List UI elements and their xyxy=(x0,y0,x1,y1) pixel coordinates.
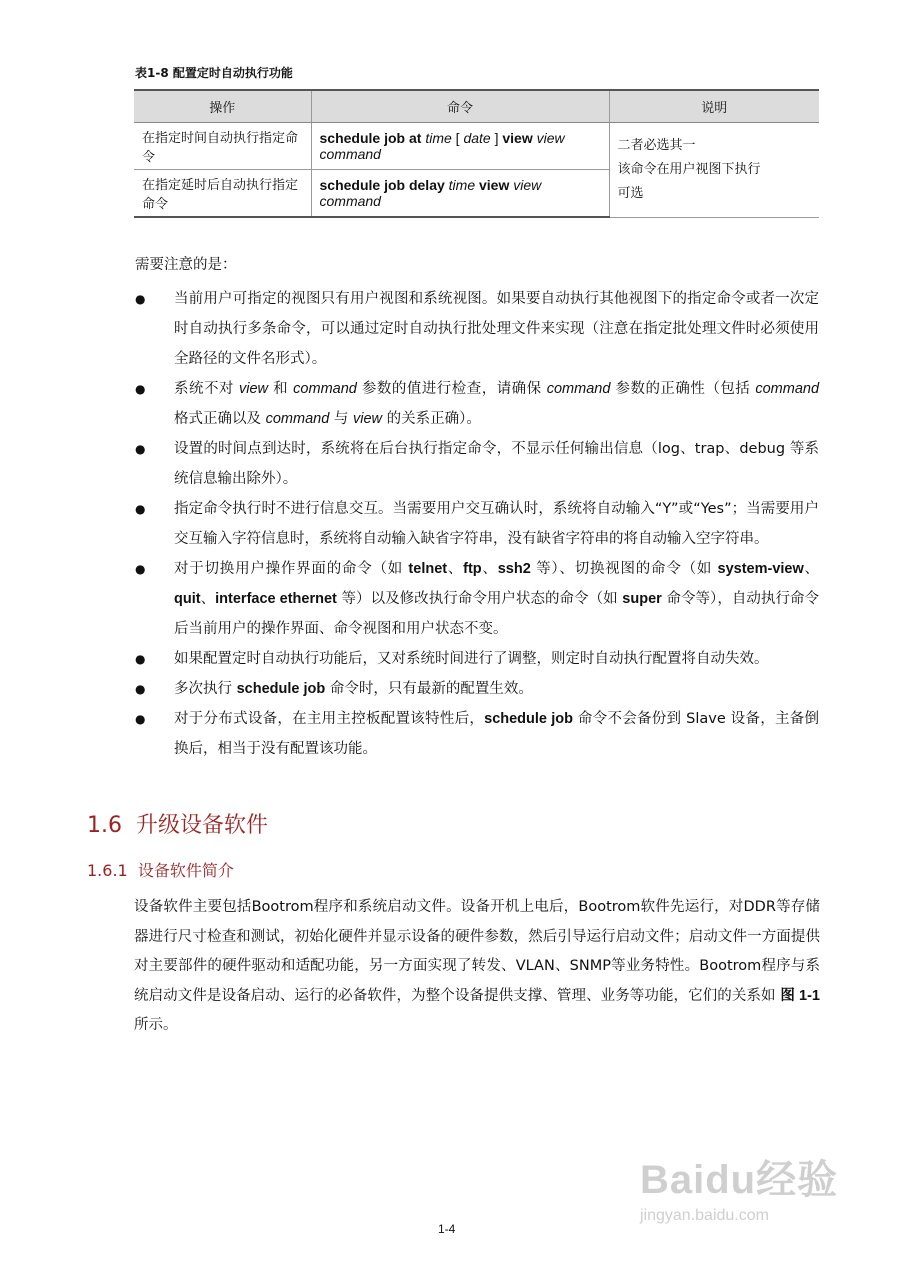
bullet-icon: ● xyxy=(135,502,146,516)
list-item-text xyxy=(174,651,769,667)
text-segment: 命令不会备份到 Slave 设备，主备倒换后，相当于没有配置该功能。 xyxy=(174,711,819,757)
list-item-text xyxy=(174,711,819,757)
text-segment: 对于切换用户操作界面的命令（如 xyxy=(174,561,409,577)
baidu-watermark xyxy=(640,1148,840,1258)
text-segment: 与 xyxy=(329,411,353,427)
text-segment: view command xyxy=(319,177,542,209)
text-segment: view xyxy=(475,177,514,193)
text-segment: schedule job at xyxy=(319,130,426,146)
text-segment: command xyxy=(265,411,330,427)
text-segment: 设备软件主要包括Bootrom程序和系统启动文件。设备开机上电后，Bootrom软件先运行，对DDR等存储器进行尺寸检查和测试，初始化硬件并显示设备的硬件参数，然后引导运行启动文件；启动文件一方面提供对主要部件的硬件驱动和适配功能，另一方面实现了转发、VLAN、SNMP等业务特性。Bootrom程序与系统启动文件是设备启动、运行的必备软件，为整个设备提供支撑、管理、业务等功能，它们的关系如 xyxy=(134,899,820,1004)
text-segment: command xyxy=(546,381,611,397)
text-segment: 、 xyxy=(200,591,216,607)
config-table xyxy=(134,89,819,218)
text-segment: 所示。 xyxy=(134,1017,178,1033)
subsection-heading xyxy=(87,858,234,881)
text-segment: 、 xyxy=(447,561,464,577)
header-operation: 操作 xyxy=(134,90,311,123)
section-heading xyxy=(87,808,268,839)
text-segment: 命令等），自动执行命令后当前用户的操作界面、命令视图和用户状态不变。 xyxy=(174,591,820,637)
text-segment: schedule job xyxy=(236,681,326,697)
text-segment: view xyxy=(502,130,537,146)
section-number: 1.6 xyxy=(87,813,122,838)
text-segment: system-view xyxy=(717,561,804,577)
text-segment: 、 xyxy=(803,561,820,577)
list-item-text xyxy=(174,381,819,427)
text-segment: 多次执行 xyxy=(174,681,237,697)
text-segment: 对于分布式设备，在主用主控板配置该特性后， xyxy=(174,711,485,727)
text-segment: time xyxy=(425,130,452,146)
text-segment: view command xyxy=(319,130,565,162)
bullet-icon: ● xyxy=(135,682,146,696)
text-segment: 和 xyxy=(268,381,294,397)
bullet-icon: ● xyxy=(135,712,146,726)
text-segment: schedule job xyxy=(484,711,574,727)
list-item xyxy=(135,704,819,764)
note-line: 可选 xyxy=(617,185,644,201)
text-segment: command xyxy=(755,381,820,397)
text-segment: view xyxy=(353,411,383,427)
text-segment: view xyxy=(239,381,269,397)
text-segment: date xyxy=(463,130,491,146)
note-line: 该命令在用户视图下执行 xyxy=(617,161,761,177)
watermark-logo: Baidu经验 xyxy=(640,1158,839,1202)
text-segment: telnet xyxy=(408,561,448,577)
list-item-text xyxy=(174,291,819,367)
description-cell xyxy=(609,123,819,218)
text-segment: ] xyxy=(490,130,503,146)
text-segment: 指定命令执行时不进行信息交互。当需要用户交互确认时，系统将自动输入“Y”或“Yes”；当需要用户交互输入字符信息时，系统将自动输入缺省字符串，没有缺省字符串的将自动输入空字符串。 xyxy=(174,501,819,547)
text-segment: 参数的值进行检查，请确保 xyxy=(356,381,547,397)
text-segment: 系统不对 xyxy=(174,381,239,397)
text-segment: 参数的正确性（包括 xyxy=(610,381,756,397)
command-cell xyxy=(311,170,609,218)
text-segment: 、 xyxy=(481,561,498,577)
text-segment: 格式正确以及 xyxy=(174,411,266,427)
list-item xyxy=(135,554,819,644)
bullet-icon: ● xyxy=(135,652,146,666)
section-title: 升级设备软件 xyxy=(136,813,269,838)
command-cell xyxy=(311,123,609,170)
text-segment: 图 1-1 xyxy=(780,987,820,1004)
text-segment: 当前用户可指定的视图只有用户视图和系统视图。如果要自动执行其他视图下的指定命令或者一次定时自动执行多条命令，可以通过定时自动执行批处理文件来实现（注意在指定批处理文件时必须使用全路径的文件名形式）。 xyxy=(174,291,819,367)
bullet-icon: ● xyxy=(135,562,146,576)
text-segment: command xyxy=(293,381,357,397)
text-segment: ftp xyxy=(463,561,482,577)
notes-intro: 需要注意的是： xyxy=(135,257,237,273)
page-number: 1-4 xyxy=(438,1222,456,1236)
operation-cell: 在指定延时后自动执行指定命令 xyxy=(134,170,311,218)
text-segment: interface ethernet xyxy=(215,591,337,607)
table-row xyxy=(134,123,819,170)
subsection-number: 1.6.1 xyxy=(87,861,128,880)
list-item-text xyxy=(174,501,819,547)
text-segment: super xyxy=(622,591,662,607)
note-line: 二者必选其一 xyxy=(617,137,696,153)
text-segment: ssh2 xyxy=(497,561,531,577)
text-segment: 命令时，只有最新的配置生效。 xyxy=(325,681,533,697)
header-description: 说明 xyxy=(609,90,819,123)
text-segment: 的关系正确）。 xyxy=(382,411,481,427)
bullet-icon: ● xyxy=(135,382,146,396)
operation-cell: 在指定时间自动执行指定命令 xyxy=(134,123,311,170)
notes-list xyxy=(135,284,819,764)
subsection-title: 设备软件简介 xyxy=(137,861,234,880)
text-segment: 等）、切换视图的命令（如 xyxy=(530,561,718,577)
list-item-text xyxy=(174,561,819,637)
text-segment: schedule job delay xyxy=(319,177,449,193)
text-segment: [ xyxy=(451,130,464,146)
list-item xyxy=(135,374,819,434)
list-item xyxy=(135,674,819,704)
list-item xyxy=(135,644,819,674)
text-segment: time xyxy=(448,177,476,193)
watermark-url: jingyan.baidu.com xyxy=(640,1207,769,1224)
list-item xyxy=(135,284,819,374)
header-command: 命令 xyxy=(311,90,609,123)
bullet-icon: ● xyxy=(135,292,146,306)
body-paragraph xyxy=(134,893,820,1041)
text-segment: 等）以及修改执行命令用户状态的命令（如 xyxy=(336,591,623,607)
table-header-row xyxy=(134,90,819,123)
bullet-icon: ● xyxy=(135,442,146,456)
table-caption: 表1-8 配置定时自动执行功能 xyxy=(135,66,293,80)
text-segment: quit xyxy=(174,591,201,607)
list-item-text xyxy=(174,441,819,487)
text-segment: 如果配置定时自动执行功能后，又对系统时间进行了调整，则定时自动执行配置将自动失效。 xyxy=(174,651,769,667)
list-item-text xyxy=(174,681,533,697)
list-item xyxy=(135,434,819,494)
list-item xyxy=(135,494,819,554)
text-segment: 设置的时间点到达时，系统将在后台执行指定命令，不显示任何输出信息（log、trap、debug 等系统信息输出除外）。 xyxy=(174,441,819,487)
